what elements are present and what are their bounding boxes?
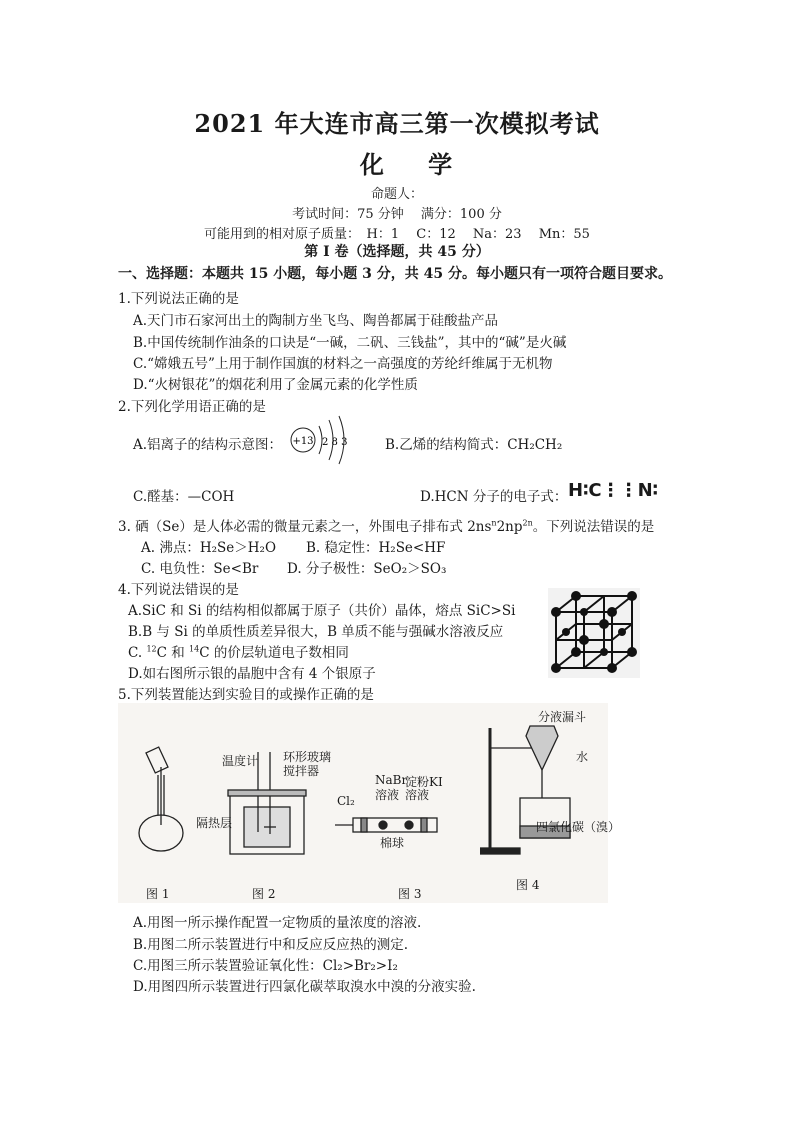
author-label: 命题人： [370, 187, 423, 202]
q2-option-c: C.醛基：—COH [133, 489, 235, 505]
fig1-volumetric-flask [128, 745, 218, 855]
aluminum-ion-diagram [285, 412, 355, 468]
q4-option-c [128, 641, 349, 661]
fig4-ccl4-label: 四氯化碳（溴） [536, 820, 621, 834]
q2-option-d: D.HCN 分子的电子式： [420, 489, 568, 505]
q2-stem: 2.下列化学用语正确的是 [118, 399, 266, 415]
fig2-insulation-label: 隔热层 [196, 816, 233, 830]
q3-sup-n: n [491, 518, 497, 528]
q1-stem: 1.下列说法正确的是 [118, 291, 239, 307]
q4-c-sup2: 14 [189, 644, 200, 654]
q3-stem [118, 515, 654, 535]
fig2-stirrer-label-2: 搅拌器 [283, 764, 320, 778]
hcn-electron-formula: H∶C⋮⋮N∶ [568, 480, 658, 501]
exam-title: 2021 年大连市高三第一次模拟考试 [194, 109, 600, 138]
q3-stem-post: 。下列说法错误的是 [532, 519, 655, 535]
q5-option-b: B.用图二所示装置进行中和反应反应热的测定. [133, 937, 409, 953]
fig2-label: 图 2 [252, 887, 276, 901]
q3-option-d: D. 分子极性：SeO₂＞SO₃ [287, 561, 447, 577]
fig3-solution-label-1: 溶液 [375, 788, 400, 802]
fig4-funnel-label: 分液漏斗 [538, 710, 587, 724]
subject-title: 化 学 [359, 150, 471, 179]
fig1-label: 图 1 [146, 887, 170, 901]
q1-option-d: D.“火树银花”的烟花利用了金属元素的化学性质 [133, 377, 418, 393]
q2-option-b: B.乙烯的结构简式：CH₂CH₂ [385, 437, 563, 453]
unit-cell-svg [548, 588, 640, 678]
shell-electrons: 2 8 3 [322, 437, 348, 448]
q4-c-pre: C. [128, 645, 147, 661]
fig2-stirrer-label-1: 环形玻璃 [283, 750, 332, 764]
fig3-cotton-label: 棉球 [380, 836, 405, 850]
q3-option-b: B. 稳定性：H₂Se<HF [306, 540, 446, 556]
q5-option-d: D.用图四所示装置进行四氯化碳萃取溴水中溴的分液实验. [133, 979, 476, 995]
q2-option-a: A.铝离子的结构示意图： [133, 437, 283, 453]
q5-option-c: C.用图三所示装置验证氧化性：Cl₂>Br₂>I₂ [133, 958, 398, 974]
q4-c-sup1: 12 [146, 644, 157, 654]
fig4-label: 图 4 [516, 878, 540, 892]
fig3-label: 图 3 [398, 887, 422, 901]
section-title: 第 I 卷（选择题，共 45 分） [304, 244, 490, 260]
atomic-masses: 可能用到的相对原子质量： H：1 C：12 Na：23 Mn：55 [204, 227, 590, 242]
fig3-solution-label-2: 溶液 [405, 788, 430, 802]
q4-option-b: B.B 与 Si 的单质性质差异很大，B 单质不能与强碱水溶液反应 [128, 624, 504, 640]
q4-option-d: D.如右图所示银的晶胞中含有 4 个银原子 [128, 666, 376, 682]
fig3-cl2-label: Cl₂ [337, 794, 355, 808]
q4-option-a: A.SiC 和 Si 的结构相似都属于原子（共价）晶体，熔点 SiC>Si [128, 603, 516, 619]
fig4-separatory-funnel [480, 708, 605, 868]
fig3-nabr-label: NaBr [375, 773, 408, 787]
q4-stem: 4.下列说法错误的是 [118, 582, 239, 598]
q5-option-a: A.用图一所示操作配置一定物质的量浓度的溶液. [133, 915, 422, 931]
q4-c-mid: C 和 [156, 645, 190, 661]
q1-option-c: C.“嫦娥五号”上用于制作国旗的材料之一高强度的芳纶纤维属于无机物 [133, 356, 553, 372]
part-title: 一、选择题：本题共 15 小题，每小题 3 分，共 45 分。每小题只有一项符合题目要求。 [118, 266, 672, 282]
q3-stem-mid: 2np [496, 519, 523, 535]
q4-c-post: C 的价层轨道电子数相同 [199, 645, 349, 661]
fig3-starch-ki-label: 淀粉KI [405, 775, 443, 789]
q3-option-c: C. 电负性：Se<Br [141, 561, 259, 577]
nucleus-label: +13 [292, 436, 314, 447]
q1-option-b: B.中国传统制作油条的口诀是“一碱，二矾、三钱盐”，其中的“碱”是火碱 [133, 335, 567, 351]
fig4-water-label: 水 [576, 750, 589, 764]
q3-sup-2n: 2n [522, 518, 533, 528]
q3-stem-pre: 3. 硒（Se）是人体必需的微量元素之一，外围电子排布式 2ns [118, 519, 492, 535]
q1-option-a: A.天门市石家河出土的陶制方坐飞鸟、陶兽都属于硅酸盐产品 [133, 313, 499, 329]
q5-stem: 5.下列装置能达到实验目的或操作正确的是 [118, 687, 374, 703]
fig2-thermometer-label: 温度计 [222, 754, 259, 768]
silver-unit-cell-figure [548, 588, 640, 678]
q3-option-a: A. 沸点：H₂Se＞H₂O [141, 540, 277, 556]
exam-info: 考试时间：75 分钟 满分：100 分 [292, 207, 502, 222]
